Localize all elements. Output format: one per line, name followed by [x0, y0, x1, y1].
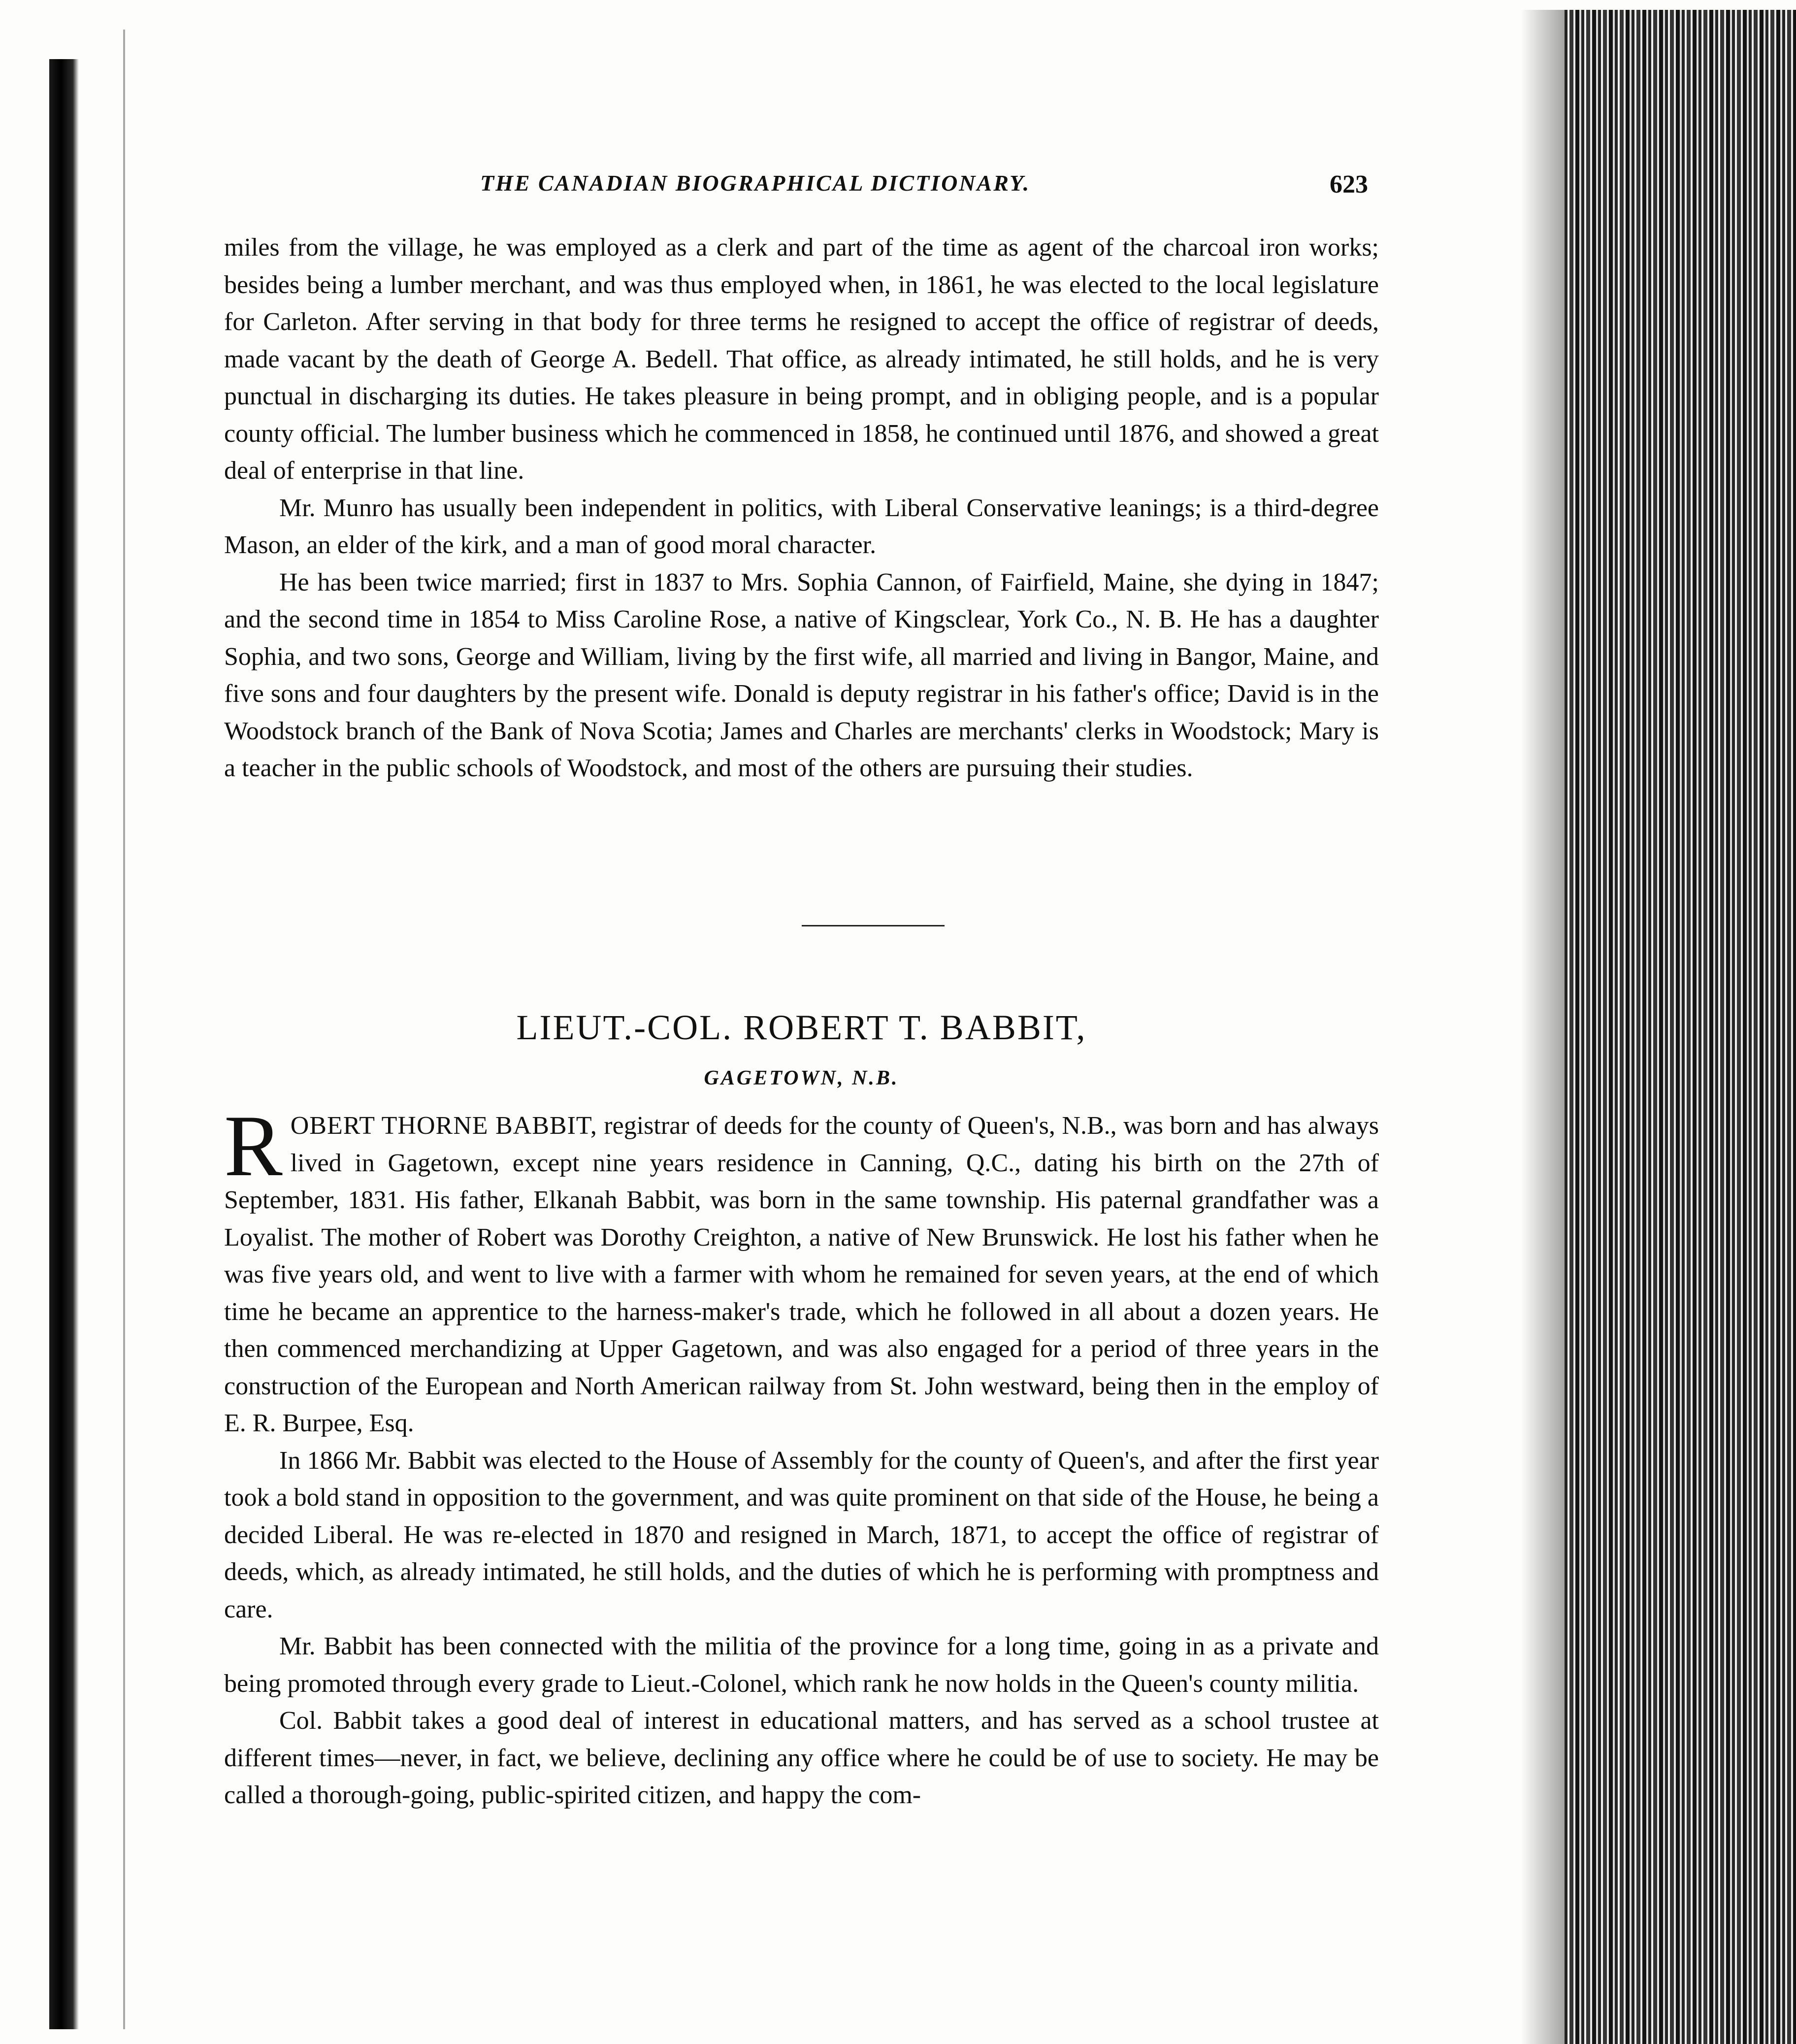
entry-first-paragraph-text: registrar of deeds for the county of Queen's, N.B., was born and has always lived in Gagetown, except nine years residence in Canning, Q.C., dating his birth on the 27th of September, 1831. His father, Elkanah Babbit, was born in the same township. His paternal grandfather was a Loyalist. The mother of Robert was Dorothy Creighton, a native of New Brunswick. He lost his father when he was five years old, and went to live with a farmer with whom he remained for seven years, at the end of which time he became an apprentice to the harness-maker's trade, which he followed in all about a dozen years. He then commenced merchandizing at Upper Gagetown, and was also engaged for a period of three years in the construction of the European and North American railway from St. John westward, being then in the employ of E. R. Burpee, Esq. — [224, 1112, 1379, 1437]
continued-paragraph: Mr. Munro has usually been independent in politics, with Liberal Conservative leanings; is a third-degree Mason, an elder of the kirk, and a man of good moral character. — [224, 494, 1379, 559]
drop-cap: R — [224, 1097, 283, 1194]
new-entry-body — [224, 1097, 1379, 1814]
entry-paragraph: In 1866 Mr. Babbit was elected to the House of Assembly for the county of Queen's, and after the first year took a bold stand in opposition to the government, and was quite prominent on that side of the House, he being a decided Liberal. He was re-elected in 1870 and resigned in March, 1871, to accept the office of registrar of deeds, which, as already intimated, he still holds, and the duties of which he is performing with promptness and care. — [224, 1446, 1379, 1623]
entry-paragraph: Mr. Babbit has been connected with the militia of the province for a long time, going in as a private and being promoted through every grade to Lieut.-Colonel, which rank he now holds in the Queen's county militia. — [224, 1632, 1379, 1698]
section-divider — [802, 925, 945, 926]
entry-title: LIEUT.-COL. ROBERT T. BABBIT, — [516, 1008, 1087, 1047]
entry-first-paragraph — [224, 1097, 1379, 1442]
running-title: THE CANADIAN BIOGRAPHICAL DICTIONARY. — [480, 170, 1031, 196]
entry-paragraph: Col. Babbit takes a good deal of interest in educational matters, and has served as a school trustee at different times—never, in fact, we believe, declining any office where he could be of use to society. He may be called a thorough-going, public-spirited citizen, and happy the com- — [224, 1707, 1379, 1809]
page-number: 623 — [1330, 170, 1368, 198]
continued-entry — [224, 229, 1379, 787]
entry-name-run: OBERT THORNE BABBIT, — [290, 1112, 597, 1140]
page-edge-stack — [1565, 10, 1796, 2044]
entry-place: GAGETOWN, N.B. — [704, 1067, 899, 1089]
continued-paragraph: miles from the village, he was employed as a clerk and part of the time as agent of the charcoal iron works; besides being a lumber merchant, and was thus employed when, in 1861, he was elected to the local legislature for Carleton. After serving in that body for three terms he resigned to accept the office of registrar of deeds, made vacant by the death of George A. Bedell. That office, as already intimated, he still holds, and he is very punctual in discharging its duties. He takes pleasure in being prompt, and in obliging people, and is a popular county official. The lumber business which he commenced in 1858, he continued until 1876, and showed a great deal of enterprise in that line. — [224, 233, 1379, 485]
continued-paragraph: He has been twice married; first in 1837 to Mrs. Sophia Cannon, of Fairfield, Maine, she dying in 1847; and the second time in 1854 to Miss Caroline Rose, a native of Kingsclear, York Co., N. B. He has a daughter Sophia, and two sons, George and William, living by the first wife, all married and living in Bangor, Maine, and five sons and four daughters by the present wife. Donald is deputy registrar in his father's office; David is in the Woodstock branch of the Bank of Nova Scotia; James and Charles are merchants' clerks in Woodstock; Mary is a teacher in the public schools of Woodstock, and most of the others are pursuing their studies. — [224, 568, 1379, 782]
gutter-line — [123, 30, 125, 2029]
binding-shadow — [49, 59, 79, 2029]
page-edge-shadow — [1520, 10, 1565, 2044]
